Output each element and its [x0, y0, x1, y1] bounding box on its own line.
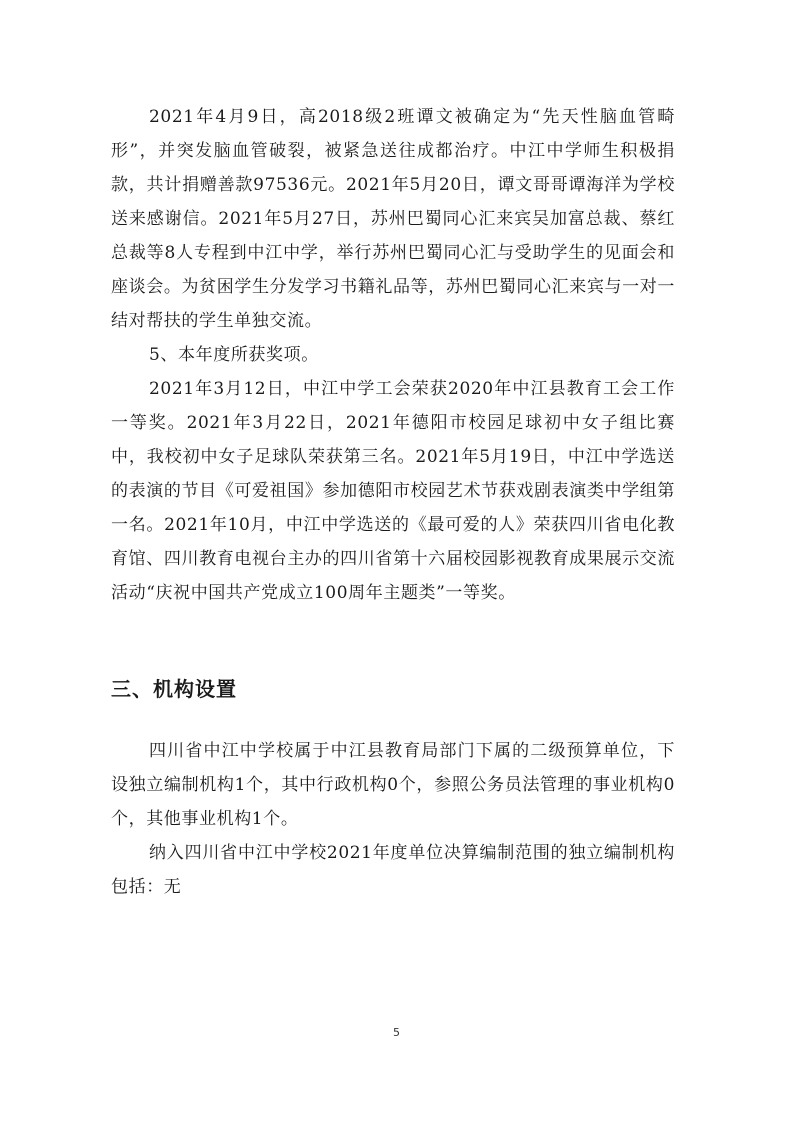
page-number: 5: [393, 1026, 400, 1039]
paragraph-awards-title: 5、本年度所获奖项。: [149, 345, 319, 365]
section-heading: 三、机构设置: [111, 677, 237, 701]
paragraph-awards: 2021年3月12日，中江中学工会荣获2020年中江县教育工会工作一等奖。2021年3月22日，2021年德阳市校园足球初中女子组比赛中，我校初中女子足球队荣获第三名。2021年5月19日，中江中学选送的表演的节目《可爱祖国》参加德阳市校园艺术节获戏剧表演类中学组第一名。2021年10月，中江中学选送的《最可爱的人》荣获四川省电化教育馆、四川教育电视台主办的四川省第十六届校园影视教育成果展示交流活动“庆祝中国共产党成立100周年主题类”一等奖。: [111, 379, 675, 603]
paragraph-organization: 四川省中江中学校属于中江县教育局部门下属的二级预算单位，下设独立编制机构1个，其中行政机构0个，参照公务员法管理的事业机构0个，其他事业机构1个。: [111, 741, 675, 829]
paragraph-donation: 2021年4月9日，高2018级2班谭文被确定为“先天性脑血管畸形”，并突发脑血管破裂，被紧急送往成都治疗。中江中学师生积极捐款，共计捐赠善款97536元。2021年5月20日，谭文哥哥谭海洋为学校送来感谢信。2021年5月27日，苏州巴蜀同心汇来宾吴加富总裁、蔡红总裁等8人专程到中江中学，举行苏州巴蜀同心汇与受助学生的见面会和座谈会。为贫困学生分发学习书籍礼品等，苏州巴蜀同心汇来宾与一对一结对帮扶的学生单独交流。: [111, 107, 675, 331]
body-text-lower: [111, 734, 675, 904]
body-text-upper: [111, 100, 675, 610]
paragraph-included-units: 纳入四川省中江中学校2021年度单位决算编制范围的独立编制机构包括：无: [111, 843, 675, 897]
